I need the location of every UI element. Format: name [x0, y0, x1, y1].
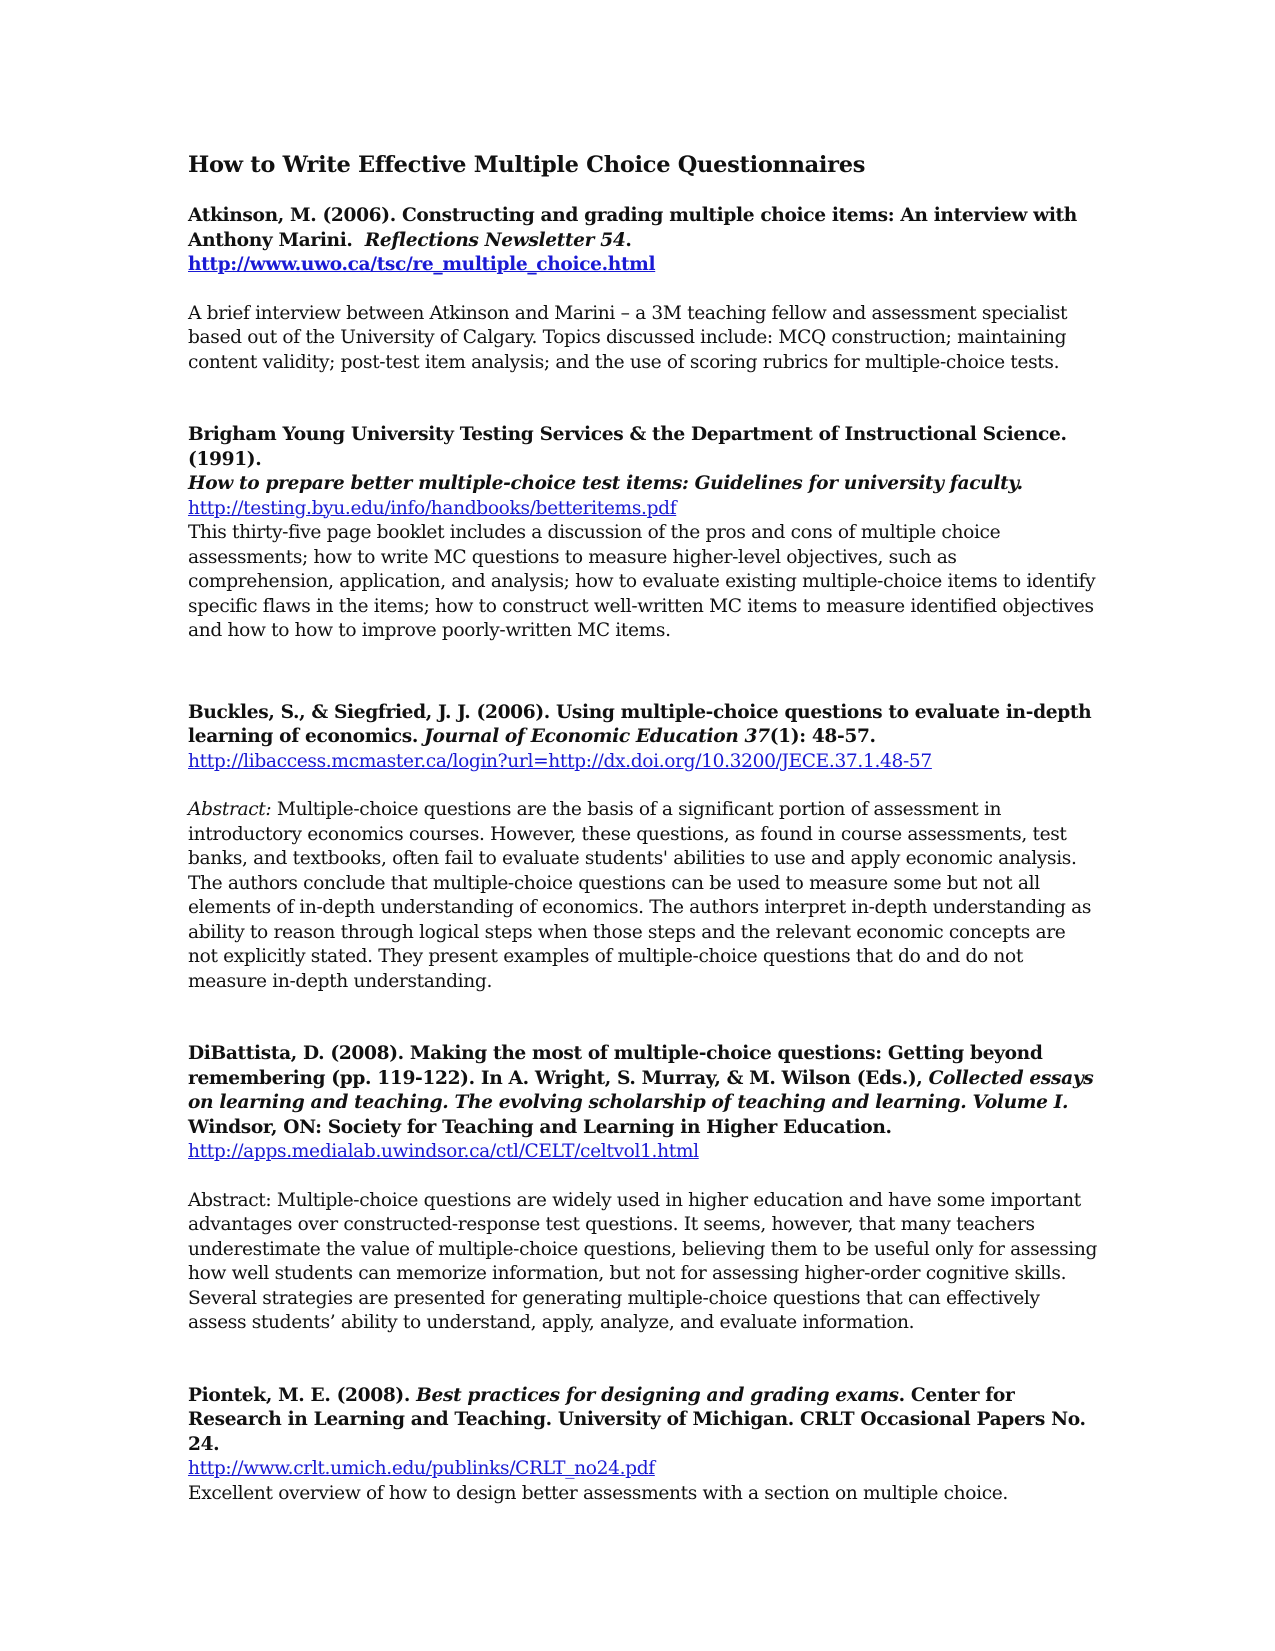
citation-title: Collected essays on learning and teaching. The evolving scholarship of teaching and learning. Volume I.: [188, 1067, 1094, 1113]
citation-authors: Brigham Young University Testing Services & the Department of Instructional Science. (1991).: [188, 424, 1067, 470]
reference-entry-dibattista: [188, 1042, 1098, 1336]
citation-title: How to prepare better multiple-choice test items: Guidelines for university faculty.: [188, 473, 1023, 494]
citation: [188, 1384, 1098, 1458]
citation: [188, 1042, 1098, 1140]
citation-journal: Reflections Newsletter 54: [364, 229, 626, 251]
reference-description: Excellent overview of how to design better assessments with a section on multiple choice.: [188, 1482, 1008, 1504]
reference-entry-piontek: [188, 1384, 1098, 1507]
reference-entry-byu: [188, 423, 1098, 644]
reference-description: Abstract: Multiple-choice questions are widely used in higher education and have some important advantages over constructed-response test questions. It seems, however, that many teachers underestimate the value of multiple-choice questions, believing them to be useful only for assessing how well students can memorize information, but not for assessing higher-order cognitive skills. Several strategies are presented for generating multiple-choice questions that can effectively assess students’ ability to understand, apply, analyze, and evaluate information.: [188, 1189, 1098, 1333]
reference-link[interactable]: http://testing.byu.edu/info/handbooks/betteritems.pdf: [188, 497, 677, 519]
reference-link[interactable]: http://www.uwo.ca/tsc/re_multiple_choice.html: [188, 254, 656, 275]
abstract-label: Abstract:: [188, 799, 272, 820]
document-content: [188, 150, 1098, 1506]
reference-link[interactable]: http://apps.medialab.uwindsor.ca/ctl/CELT/celtvol1.html: [188, 1141, 699, 1162]
citation-tail: Windsor, ON: Society for Teaching and Learning in Higher Education.: [188, 1116, 892, 1138]
citation-journal: Journal of Economic Education 37: [424, 726, 770, 747]
citation-authors: DiBattista, D. (2008). Making the most of multiple-choice questions: Getting beyond remembering (pp. 119-122). In A. Wright, S. Murray, & M. Wilson (Eds.),: [188, 1043, 1043, 1089]
citation: [188, 423, 1098, 497]
citation-authors: Buckles, S., & Siegfried, J. J. (2006). Using multiple-choice questions to evaluate in-depth learning of economics.: [188, 701, 1092, 747]
citation-authors: Piontek, M. E. (2008).: [188, 1384, 410, 1406]
citation-tail: .: [625, 229, 632, 251]
citation-tail: (1): 48-57.: [769, 726, 876, 747]
citation-authors: Atkinson, M. (2006). Constructing and grading multiple choice items: An interview with Anthony Marini.: [188, 205, 1077, 251]
page-title: How to Write Effective Multiple Choice Questionnaires: [188, 152, 866, 178]
abstract-text: Multiple-choice questions are the basis of a significant portion of assessment in introductory economics courses. However, these questions, as found in course assessments, test banks, and textbooks, often fail to evaluate students' abilities to use and apply economic analysis. The authors conclude that multiple-choice questions can be used to measure some but not all elements of in-depth understanding of economics. The authors interpret in-depth understanding as ability to reason through logical steps when those steps and the relevant economic concepts are not explicitly stated. They present examples of multiple-choice questions that do and do not measure in-depth understanding.: [188, 799, 1092, 992]
reference-entry-buckles: [188, 701, 1098, 995]
reference-link[interactable]: http://libaccess.mcmaster.ca/login?url=http://dx.doi.org/10.3200/JECE.37.1.48-57: [188, 750, 932, 772]
reference-description: A brief interview between Atkinson and Marini – a 3M teaching fellow and assessment specialist based out of the University of Calgary. Topics discussed include: MCQ construction; maintaining content validity; post-test item analysis; and the use of scoring rubrics for multiple-choice tests.: [188, 302, 1068, 373]
reference-link[interactable]: http://www.crlt.umich.edu/publinks/CRLT_no24.pdf: [188, 1458, 655, 1479]
reference-entry-atkinson: [188, 204, 1098, 375]
citation: [188, 701, 1098, 750]
reference-description: This thirty-five page booklet includes a discussion of the pros and cons of multiple choice assessments; how to write MC questions to measure higher-level objectives, such as comprehension, application, and analysis; how to evaluate existing multiple-choice items to identify specific flaws in the items; how to construct well-written MC items to measure identified objectives and how to how to improve poorly-written MC items.: [188, 522, 1096, 641]
citation-title: Best practices for designing and grading exams: [416, 1384, 899, 1406]
citation-tail: . Center for Research in Learning and Teaching. University of Michigan. CRLT Occasional Papers No. 24.: [188, 1384, 1086, 1455]
citation: [188, 204, 1098, 253]
reference-description: [188, 798, 1098, 994]
